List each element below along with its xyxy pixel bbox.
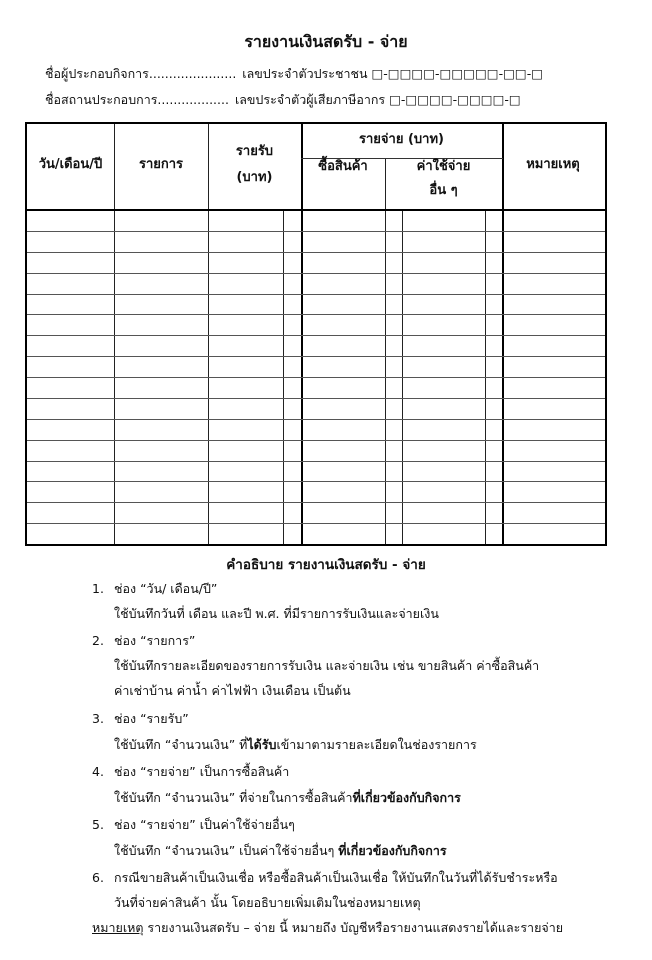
- col-header-income: รายรับ: [235, 144, 274, 159]
- col-header-other-expense-2: อื่น ๆ: [429, 183, 458, 198]
- table-row-line: [27, 481, 605, 482]
- note-text: รายงานเงินสดรับ – จ่าย นี้ หมายถึง บัญชีหรือรายงานแสดงรายได้และรายจ่าย: [143, 920, 564, 935]
- table-row-line: [27, 419, 605, 420]
- instructions-title: คำอธิบาย รายงานเงินสดรับ - จ่าย: [226, 557, 426, 573]
- instruction-desc-2b: ค่าเช่าบ้าน ค่าน้ำ ค่าไฟฟ้า เงินเดือน เป็นต้น: [114, 683, 351, 698]
- instruction-desc-3: ใช้บันทึก “จำนวนเงิน” ที่ได้รับเข้ามาตามรายละเอียดในช่องรายการ: [114, 737, 477, 752]
- instruction-item-2: 2. ช่อง “รายการ”: [92, 633, 196, 648]
- instruction-item-5: 5. ช่อง “รายจ่าย” เป็นค่าใช้จ่ายอื่นๆ: [92, 817, 295, 832]
- table-row-line: [27, 252, 605, 253]
- tax-id-label: เลขประจำตัวผู้เสียภาษีอากร □-□□□□-□□□□-□: [234, 92, 521, 107]
- instruction-item-1: 1. ช่อง “วัน/ เดือน/ปี”: [92, 581, 218, 596]
- col-header-remark: หมายเหตุ: [526, 157, 580, 172]
- footer-note: [92, 918, 563, 938]
- col-header-date: วัน/เดือน/ปี: [38, 157, 103, 172]
- table-row-line: [27, 502, 605, 503]
- instruction-item-3: 3. ช่อง “รายรับ”: [92, 711, 189, 726]
- instruction-desc-1: ใช้บันทึกวันที่ เดือน และปี พ.ศ. ที่มีรายการรับเงินและจ่ายเงิน: [114, 606, 439, 621]
- instruction-desc-4: ใช้บันทึก “จำนวนเงิน” ที่จ่ายในการซื้อสินค้าที่เกี่ยวข้องกับกิจการ: [114, 790, 461, 805]
- col-header-other-expense: ค่าใช้จ่าย: [416, 159, 471, 174]
- instruction-desc-5: ใช้บันทึก “จำนวนเงิน” เป็นค่าใช้จ่ายอื่นๆ ที่เกี่ยวข้องกับกิจการ: [114, 843, 447, 858]
- header-line-1: [45, 64, 543, 84]
- col-header-goods: ซื้อสินค้า: [318, 159, 368, 174]
- table-row-line: [27, 461, 605, 462]
- col-header-item: รายการ: [138, 157, 184, 172]
- cash-ledger-table: [25, 122, 607, 546]
- note-label: หมายเหตุ: [92, 920, 144, 935]
- table-row-line: [27, 231, 605, 232]
- citizen-id-label: เลขประจำตัวประชาชน □-□□□□-□□□□□-□□-□: [242, 66, 544, 81]
- report-title: รายงานเงินสดรับ - จ่าย: [244, 32, 408, 51]
- instruction-item-6: 6. กรณีขายสินค้าเป็นเงินเชื่อ หรือซื้อสินค้าเป็นเงินเชื่อ ให้บันทึกในวันที่ได้รับชำระหรือ: [92, 870, 558, 885]
- instruction-item-4: 4. ช่อง “รายจ่าย” เป็นการซื้อสินค้า: [92, 764, 290, 779]
- business-place-label: ชื่อสถานประกอบการ..................: [45, 92, 229, 107]
- business-owner-label: ชื่อผู้ประกอบกิจการ......................: [45, 66, 237, 81]
- table-row-line: [27, 314, 605, 315]
- col-header-income-unit: (บาท): [236, 170, 273, 185]
- table-row-line: [27, 377, 605, 378]
- table-row-line: [27, 398, 605, 399]
- table-row-line: [27, 356, 605, 357]
- table-row-line: [27, 523, 605, 524]
- table-row-line: [27, 294, 605, 295]
- table-row-line: [27, 440, 605, 441]
- table-row-line: [27, 335, 605, 336]
- instruction-desc-6: วันที่จ่ายค่าสินค้า นั้น โดยอธิบายเพิ่มเติมในช่องหมายเหตุ: [114, 895, 421, 910]
- table-row-line: [27, 273, 605, 274]
- col-header-expense: รายจ่าย (บาท): [359, 132, 444, 147]
- ledger-body: [27, 210, 605, 544]
- instruction-desc-2a: ใช้บันทึกรายละเอียดของรายการรับเงิน และจ่ายเงิน เช่น ขายสินค้า ค่าซื้อสินค้า: [114, 658, 540, 673]
- header-line-2: [45, 90, 521, 110]
